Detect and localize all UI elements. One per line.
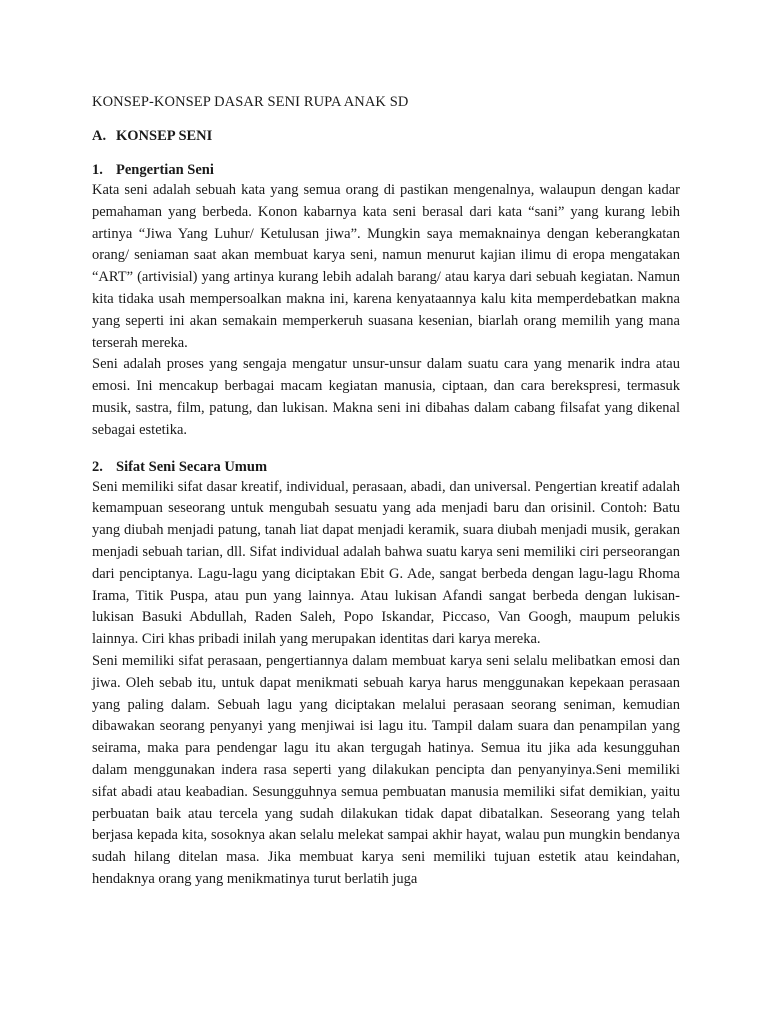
section-label: KONSEP SENI (116, 128, 213, 144)
subsection-heading-2 (92, 457, 680, 477)
section-heading-a (92, 126, 680, 146)
document-title: KONSEP-KONSEP DASAR SENI RUPA ANAK SD (92, 94, 409, 110)
body-paragraph: Seni adalah proses yang sengaja mengatur unsur-unsur dalam suatu cara yang menarik indra atau emosi. Ini mencakup berbagai macam kegiatan manusia, ciptaan, dan cara berekspresi, termasuk musik, sastra, film, patung, dan lukisan. Makna seni ini dibahas dalam cabang filsafat yang dikenal sebagai estetika. (92, 356, 680, 438)
subsection-marker: 2. (92, 458, 103, 475)
body-paragraph: Kata seni adalah sebuah kata yang semua orang di pastikan mengenalnya, walaupun dengan kadar pemahaman yang berbeda. Konon kabarnya kata seni berasal dari kata “sani” yang kurang lebih artinya “Jiwa Yang Luhur/ Ketulusan jiwa”. Mungkin saya memaknainya dengan keberangkatan orang/ seniaman saat akan membuat karya seni, namun menurut kajian ilimu di eropa mengatakan “ART” (artivisial) yang artinya kurang lebih adalah barang/ atau karya dari sebuah kegiatan. Namun kita tidaka usah mempersoalkan makna ini, karena kenyataannya kalu kita memperdebatkan makna yang seperti ini akan semakain memperkeruh suasana kesenian, biarlah orang memilih yang mana terserah mereka. (92, 182, 680, 351)
document-page (92, 92, 680, 891)
subsection-marker: 1. (92, 162, 103, 178)
subsection-label: Sifat Seni Secara Umum (116, 458, 268, 475)
subsection-label: Pengertian Seni (116, 162, 214, 178)
body-paragraph: Seni memiliki sifat dasar kreatif, individual, perasaan, abadi, dan universal. Pengertian kreatif adalah kemampuan seseorang untuk mengubah sesuatu yang ada menjadi baru dan orisinil. Contoh: Batu yang diubah menjadi patung, tanah liat dapat menjadi keramik, suara diubah menjadi musik, gerakan menjadi sebuah tarian, dll. Sifat individual adalah bahwa suatu karya seni memiliki ciri perseorangan dari penciptanya. Lagu-lagu yang diciptakan Ebit G. Ade, sangat berbeda dengan lagu-lagu Rhoma Irama, Titik Puspa, atau pun yang lainnya. Atau lukisan Afandi sangat berbeda dengan lukisan-lukisan Basuki Abdullah, Raden Saleh, Popo Iskandar, Piccaso, Van Googh, maupum pelukis lainnya. Ciri khas pribadi inilah yang merupakan identitas dari karya mereka. (92, 478, 680, 648)
section-marker: A. (92, 128, 107, 144)
subsection-heading-1 (92, 160, 680, 180)
body-paragraph: Seni memiliki sifat perasaan, pengertiannya dalam membuat karya seni selalu melibatkan emosi dan jiwa. Oleh sebab itu, untuk dapat menikmati sebuah karya harus menggunakan kepekaan perasaan yang paling dalam. Sebuah lagu yang diciptakan melalui perasaan seorang seniman, kemudian dibawakan seorang penyanyi yang menjiwai isi lagu itu. Tampil dalam suara dan penampilan yang seirama, maka para pendengar lagu itu akan tergugah hatinya. Semua itu jika ada kesungguhan dalam menggunakan indera rasa seperti yang dilakukan pencipta dan penyanyinya.Seni memiliki sifat abadi atau keabadian. Sesungguhnya semua pembuatan manusia memiliki sifat demikian, yaitu perbuatan baik atau tercela yang sudah dilakukan tidak dapat dibatalkan. Seseorang yang telah berjasa kepada kita, sosoknya akan selalu melekat sampai akhir hayat, walau pun mungkin bendanya sudah hilang ditelan masa. Jika membuat karya seni memiliki tujuan estetik atau keindahan, hendaknya orang yang menikmatinya turut berlatih juga (92, 652, 680, 887)
